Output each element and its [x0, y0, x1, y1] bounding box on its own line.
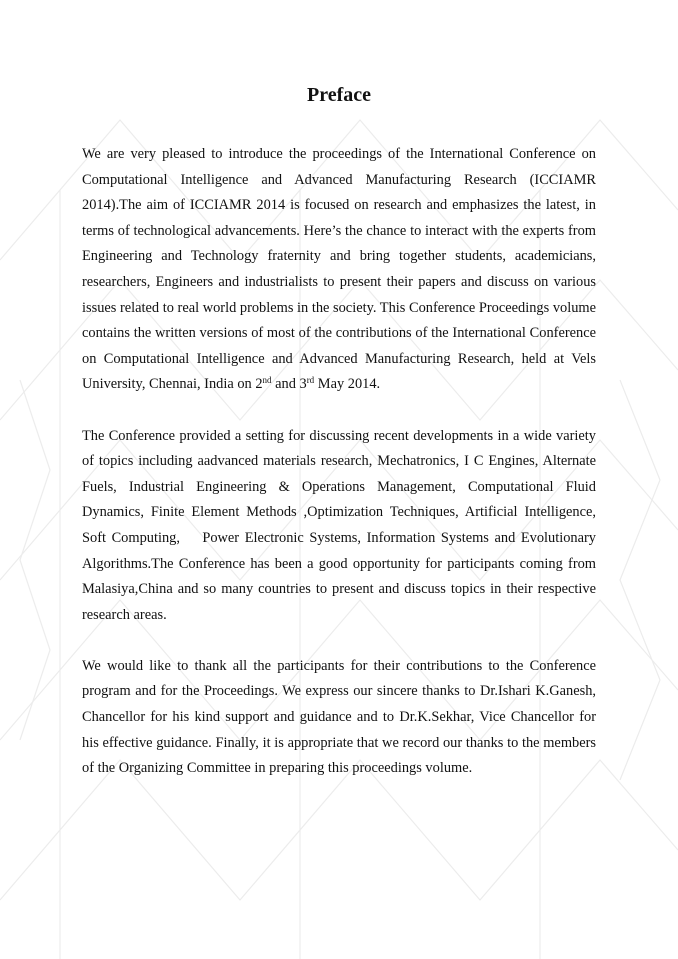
paragraph-topics: [82, 424, 596, 629]
paragraph-text: May 2014.: [314, 376, 381, 393]
superscript-ordinal: nd: [262, 375, 272, 386]
paragraph-introduction: [82, 142, 596, 398]
paragraph-text: We are very pleased to introduce the proceedings of the International Conference on Computational Intelligence and Advanced Manufacturing Research (ICCIAMR 2014).The aim of ICCIAMR 2014 is focused on research and emphasizes the latest, in terms of technological advancements. Here’s the chance to interact with the experts from Engineering and Technology fraternity and bring together students, academicians, researchers, Engineers and industrialists to present their papers and discuss on various issues related to real world problems in the society. This Conference Proceedings volume contains the written versions of most of the contributions of the International Conference on Computational Intelligence and Advanced Manufacturing Research, held at Vels University, Chennai, India on 2: [82, 146, 596, 393]
preface-body: [82, 142, 596, 807]
paragraph-text: Power Electronic Systems, Information Systems and Evolutionary Algorithms.The Conference has been a good opportunity for participants coming from Malasiya,China and so many countries to present and discuss topics in their respective research areas.: [82, 529, 596, 623]
page-title: Preface: [306, 84, 372, 106]
paragraph-text: The Conference provided a setting for discussing recent developments in a wide variety of topics including aadvanced materials research, Mechatronics, I C Engines, Alternate Fuels, Industrial Engineering & Operations Management, Computational Fluid Dynamics, Finite Element Methods ,Optimization Techniques, Artificial Intelligence, Soft Computing,: [82, 427, 596, 546]
paragraph-acknowledgements: We would like to thank all the participants for their contributions to the Conference program and for the Proceedings. We express our sincere thanks to Dr.Ishari K.Ganesh, Chancellor for his kind support and guidance and to Dr.K.Sekhar, Vice Chancellor for his effective guidance. Finally, it is appropriate that we record our thanks to the members of the Organizing Committee in preparing this proceedings volume.: [82, 657, 596, 777]
superscript-ordinal: rd: [306, 375, 315, 386]
paragraph-text: and 3: [271, 376, 307, 393]
